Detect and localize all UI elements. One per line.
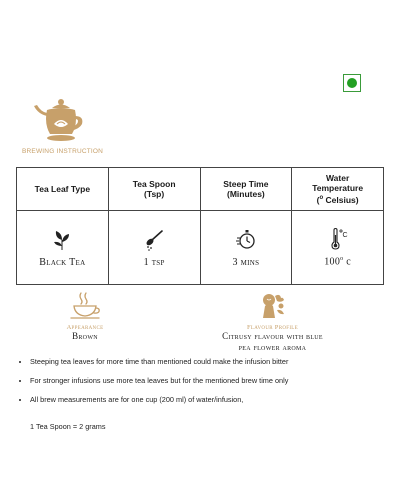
header-temp-paren: ( — [316, 194, 320, 205]
table-header-row — [17, 168, 384, 211]
veg-mark-dot — [347, 78, 357, 88]
value-temp-unit: c — [343, 256, 351, 268]
value-temp-number: 100 — [324, 256, 341, 268]
cell-steep-time — [200, 211, 292, 285]
flavour-block — [205, 324, 340, 353]
value-tea-spoon: 1 tsp — [143, 256, 165, 268]
flavour-label: Flavour Profile — [246, 324, 299, 331]
header-spoon-line2: (Tsp) — [144, 189, 165, 199]
header-leaf-type-label: Tea Leaf Type — [34, 184, 91, 194]
thermometer-icon — [327, 227, 349, 251]
value-water-temperature — [324, 256, 351, 267]
header-water-temperature — [292, 168, 384, 211]
cell-tea-spoon — [108, 211, 200, 285]
table-row — [17, 211, 384, 285]
spoon-conversion-note: 1 Tea Spoon = 2 grams — [30, 422, 106, 431]
notes-list — [16, 357, 400, 414]
appearance-label: Appearance — [66, 324, 104, 331]
header-steep-line1: Steep Time — [223, 179, 269, 189]
spoon-icon — [143, 228, 165, 252]
veg-mark-icon — [343, 74, 361, 92]
header-steep-time — [200, 168, 292, 211]
header-temp-degree: o — [319, 195, 324, 202]
header-temp-line1: Water — [325, 173, 350, 184]
list-item: • Steeping tea leaves for more time than mentioned could make the infusion bitter — [30, 357, 400, 366]
tea-cup-icon — [68, 291, 102, 321]
list-item: • For stronger infusions use more tea leaves but for the mentioned brew time only — [30, 376, 400, 385]
flavour-value-line1: Citrusy flavour with blue — [222, 331, 323, 341]
value-steep-time: 3 mins — [232, 256, 260, 268]
header-temp-line2: Temperature — [312, 183, 364, 194]
value-temp-degree: o — [340, 256, 344, 263]
timer-icon — [235, 228, 257, 252]
svg-text:C: C — [342, 232, 348, 240]
value-leaf-type: Black Tea — [39, 256, 86, 268]
list-item: • All brew measurements are for one cup (200 ml) of water/infusion, — [30, 395, 400, 404]
tea-leaf-icon — [51, 228, 73, 252]
cell-leaf-type — [17, 211, 109, 285]
cell-water-temperature — [292, 211, 384, 285]
header-tea-spoon — [108, 168, 200, 211]
appearance-block — [40, 324, 130, 342]
header-temp-celsius: Celsius) — [323, 194, 359, 205]
header-spoon-line1: Tea Spoon — [132, 179, 176, 189]
brewing-table — [16, 167, 384, 285]
flower-icon — [255, 290, 289, 322]
header-temp-line3 — [292, 193, 383, 205]
teapot-icon — [30, 94, 92, 146]
flavour-value-line2: pea flower aroma — [238, 342, 307, 352]
brewing-instruction-title: BREWING INSTRUCTION — [22, 148, 104, 155]
header-leaf-type — [17, 168, 109, 211]
header-steep-line2: (Minutes) — [226, 189, 265, 199]
appearance-value: Brown — [72, 331, 98, 341]
